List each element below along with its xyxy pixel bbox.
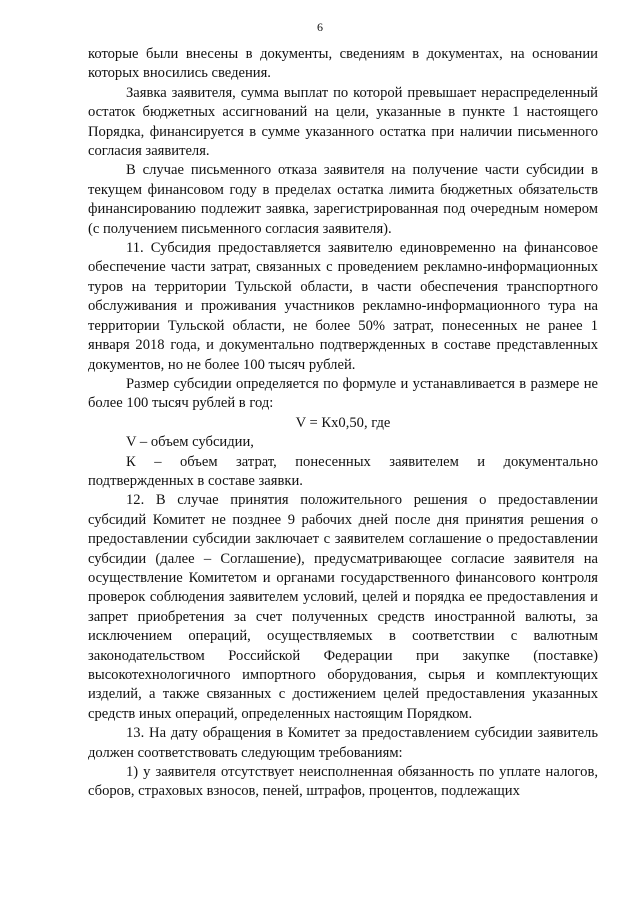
document-body bbox=[88, 45, 598, 802]
paragraph-subsidy-size: Размер субсидии определяется по формуле и устанавливается в размере не более 100 тысяч рублей в год: bbox=[88, 375, 598, 412]
definition-v: V – объем субсидии, bbox=[126, 434, 254, 451]
paragraph-item-13: 13. На дату обращения в Комитет за предоставлением субсидии заявитель должен соответствовать следующим требованиям: bbox=[88, 725, 598, 761]
paragraph-item-11: 11. Субсидия предоставляется заявителю единовременно на финансовое обеспечение части затрат, связанных с проведением рекламно-информационных туров на территории Тульской области, в части обеспечения транспортного обслуживания и проживания участников рекламно-информационного тура на территории Тульской области, не более 50% затрат, понесенных не ранее 1 января 2018 года, и документально подтвержденных в составе представленных документов, но не более 100 тысяч рублей. bbox=[88, 240, 598, 373]
definition-k: К – объем затрат, понесенных заявителем и документально подтвержденных в составе заявки. bbox=[88, 453, 598, 489]
page-number: 6 bbox=[317, 20, 323, 34]
paragraph-item-12: 12. В случае принятия положительного решения о предоставлении субсидий Комитет не позднее 9 рабочих дней после дня принятия решения о предоставлении субсидии заключает с заявителем соглашение о предоставлении субсидии (далее – Соглашение), предусматривающее согласие заявителя на осуществление Комитетом и органами государственного финансового контроля проверок соблюдения заявителем условий, целей и порядка ее предоставления и запрет приобретения за счет полученных средств иностранной валюты, за исключением операций, осуществляемых в соответствии с валютным законодательством Российской Федерации при закупке (поставке) высокотехнологичного импортного оборудования, сырья и комплектующих изделий, а также связанных с достижением целей предоставления указанных средств иных операций, определенных настоящим Порядком. bbox=[88, 492, 598, 722]
paragraph-written-refusal: В случае письменного отказа заявителя на получение части субсидии в текущем финансовом году в пределах остатка лимита бюджетных обязательств финансированию подлежит заявка, зарегистрированная под очередным номером (с получением письменного согласия заявителя). bbox=[88, 162, 598, 237]
paragraph-application-excess: Заявка заявителя, сумма выплат по которой превышает нераспределенный остаток бюджетных ассигнований на цели, указанные в пункте 1 настоящего Порядка, финансируется в сумме указанного остатка при наличии письменного согласия заявителя. bbox=[88, 84, 598, 160]
paragraph-item-13-1: 1) у заявителя отсутствует неисполненная обязанность по уплате налогов, сборов, страховых взносов, пеней, штрафов, процентов, подлежащих bbox=[88, 764, 598, 800]
paragraph-continuation: которые были внесены в документы, сведениям в документах, на основании которых вносились сведения. bbox=[88, 46, 598, 82]
subsidy-formula: V = Кх0,50, где bbox=[295, 414, 391, 431]
